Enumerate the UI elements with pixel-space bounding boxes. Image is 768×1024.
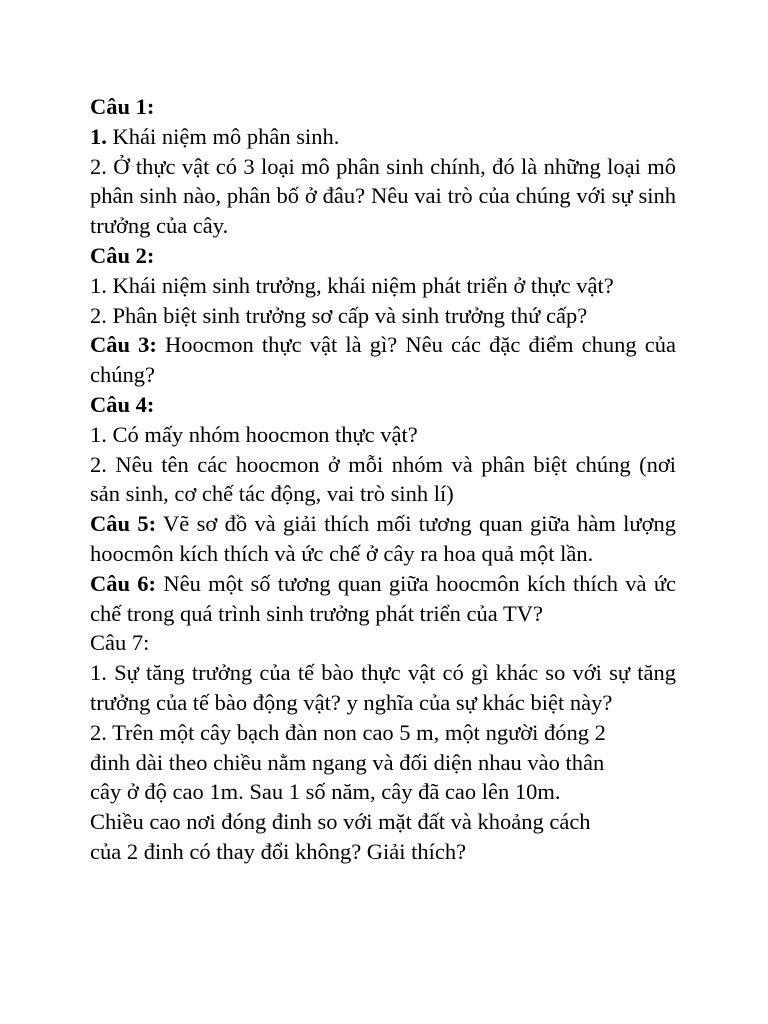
question-7-item-1: 1. Sự tăng trưởng của tế bào thực vật có gì khác so với sự tăng trưởng của tế bào động vật? y nghĩa của sự khác biệt này?	[90, 660, 676, 715]
question-2-heading: Câu 2:	[90, 242, 155, 268]
question-2-item-2: 2. Phân biệt sinh trưởng sơ cấp và sinh trưởng thứ cấp?	[90, 302, 588, 328]
question-1-heading: Câu 1:	[90, 94, 155, 119]
question-2-item-1: 1. Khái niệm sinh trưởng, khái niệm phát triển ở thực vật?	[90, 272, 614, 298]
question-7-heading: Câu 7:	[90, 630, 150, 656]
question-7-item-2-line-3: cây ở độ cao 1m. Sau 1 số năm, cây đã cao lên 10m.	[90, 779, 561, 805]
question-3-heading: Câu 3:	[90, 332, 157, 358]
question-4-heading: Câu 4:	[90, 391, 155, 417]
question-6: Câu 6: Nêu một số tương quan giữa hoocmôn kích thích và ức chế trong quá trình sinh trưởng phát triển của TV?	[90, 570, 676, 626]
question-4-item-1: 1. Có mấy nhóm hoocmon thực vật?	[90, 421, 418, 447]
question-1-item-2: 2. Ở thực vật có 3 loại mô phân sinh chính, đó là những loại mô phân sinh nào, phân bố ở đâu? Nêu vai trò của chúng với sự sinh trưởng của cây.	[90, 153, 676, 239]
question-3: Câu 3: Hoocmon thực vật là gì? Nêu các đặc điểm chung của chúng?	[90, 332, 676, 388]
question-1-item-1: 1. Khái niệm mô phân sinh.	[90, 123, 340, 149]
question-7-item-2-line-2: đinh dài theo chiều nằm ngang và đối diện nhau vào thân	[90, 749, 605, 775]
question-5-heading: Câu 5:	[90, 511, 157, 537]
document-page	[90, 92, 676, 867]
question-5: Câu 5: Vẽ sơ đồ và giải thích mối tương quan giữa hàm lượng hoocmôn kích thích và ức chế ở cây ra hoa quả một lần.	[90, 511, 677, 566]
question-7-item-2-line-4: Chiều cao nơi đóng đinh so với mặt đất và khoảng cách	[90, 809, 591, 835]
question-7-item-2-line-5: của 2 đinh có thay đổi không? Giải thích?	[90, 838, 467, 864]
question-7-item-2-line-1: 2. Trên một cây bạch đàn non cao 5 m, một người đóng 2	[90, 719, 606, 745]
question-6-heading: Câu 6:	[90, 570, 157, 596]
question-4-item-2: 2. Nêu tên các hoocmon ở mỗi nhóm và phân biệt chúng (nơi sản sinh, cơ chế tác động, vai trò sinh lí)	[90, 451, 676, 507]
